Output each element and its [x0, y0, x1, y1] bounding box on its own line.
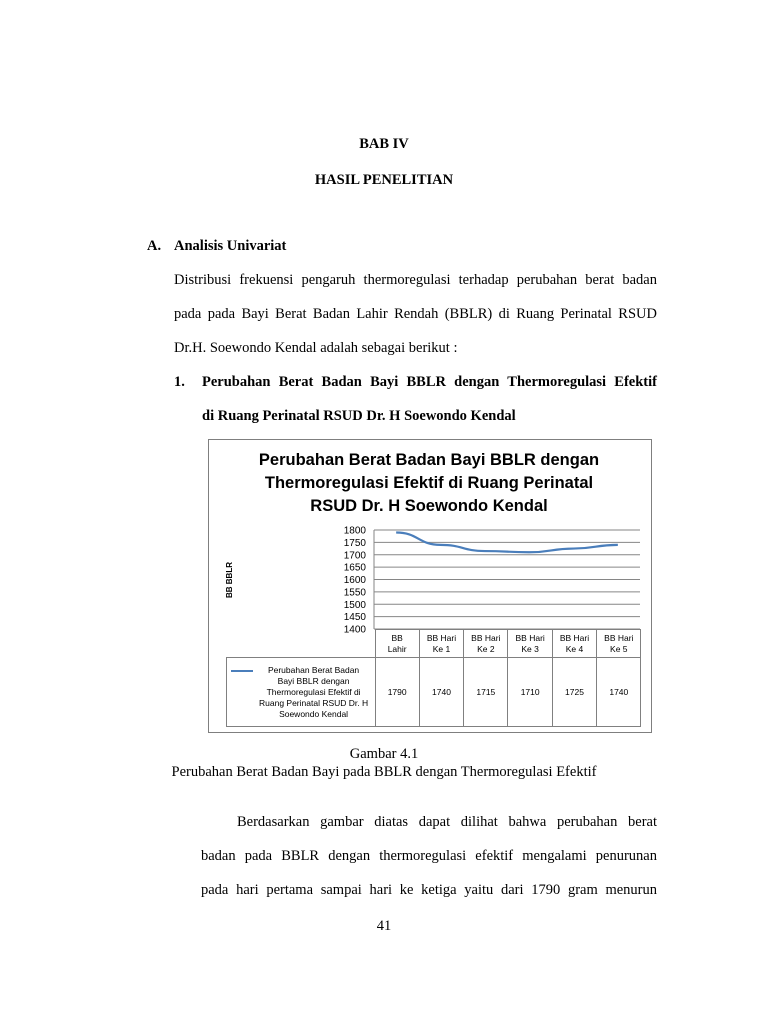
legend-label [259, 665, 368, 720]
x-tick-label-line: Ke 5 [610, 643, 628, 654]
item-line-1: Perubahan Berat Badan Bayi BBLR dengan Thermoregulasi Efektif [202, 374, 657, 390]
y-tick-label: 1800 [343, 525, 366, 537]
legend-line-swatch [231, 670, 253, 672]
x-tick-label-line: Ke 2 [477, 643, 495, 654]
y-tick-label: 1750 [343, 537, 366, 549]
figure-number: Gambar 4.1 [349, 746, 419, 762]
legend-label-line: Bayi BBLR dengan [277, 675, 350, 686]
data-value-cell: 1710 [508, 658, 552, 727]
intro-line-1: Distribusi frekuensi pengaruh thermoregulasi terhadap perubahan berat badan [174, 272, 657, 288]
chapter-number: BAB IV [359, 136, 409, 152]
y-tick-label: 1650 [343, 562, 366, 574]
legend-label-line: Soewondo Kendal [279, 708, 349, 719]
data-value-cell: 1725 [552, 658, 596, 727]
y-tick-label: 1400 [343, 624, 366, 636]
section-title: Analisis Univariat [174, 238, 287, 254]
x-tick-label-line: Ke 1 [432, 643, 451, 654]
x-tick-label-line: BB Hari [559, 632, 590, 643]
data-value-cell: 1790 [375, 658, 419, 727]
x-tick-label [419, 630, 463, 658]
x-tick-label-line: BB Hari [471, 632, 501, 643]
data-value-cell: 1715 [464, 658, 508, 727]
x-tick-label-line: Ke 4 [565, 643, 584, 654]
x-tick-label [597, 630, 641, 658]
legend-label-line: Perubahan Berat Badan [267, 664, 360, 675]
body-line-1: Berdasarkan gambar diatas dapat dilihat bahwa perubahan berat [237, 814, 657, 830]
item-marker: 1. [174, 374, 185, 390]
intro-line-2: pada pada Bayi Berat Badan Lahir Rendah (BBLR) di Ruang Perinatal RSUD [174, 306, 657, 322]
chart-data-table [226, 629, 641, 727]
x-tick-label [552, 630, 596, 658]
page-number: 41 [376, 918, 392, 934]
y-tick-label: 1450 [343, 612, 366, 624]
body-line-3: pada hari pertama sampai hari ke ketiga yaitu dari 1790 gram menurun [201, 882, 657, 898]
x-tick-label [464, 630, 508, 658]
y-axis-label: BB BBLR [225, 562, 234, 598]
data-value-cell: 1740 [597, 658, 641, 727]
item-line-2: di Ruang Perinatal RSUD Dr. H Soewondo Kendal [202, 408, 516, 424]
y-tick-label: 1550 [343, 587, 366, 599]
x-tick-label-line: BB [391, 632, 403, 643]
chart-title-line-3: RSUD Dr. H Soewondo Kendal [310, 497, 548, 515]
x-tick-label-line: Lahir [387, 643, 407, 654]
y-tick-label: 1600 [343, 575, 366, 586]
legend-cell [227, 658, 376, 727]
figure-caption: Perubahan Berat Badan Bayi pada BBLR dengan Thermoregulasi Efektif [171, 764, 597, 780]
x-tick-label-line: BB Hari [515, 632, 545, 643]
section-marker: A. [147, 238, 162, 254]
y-tick-label: 1700 [343, 550, 366, 562]
x-tick-label-line: Ke 3 [521, 643, 539, 654]
chapter-title: HASIL PENELITIAN [314, 172, 454, 188]
legend-label-line: Thermoregulasi Efektif di [266, 686, 361, 697]
intro-line-3: Dr.H. Soewondo Kendal adalah sebagai berikut : [174, 340, 458, 356]
x-tick-label-line: BB Hari [426, 632, 457, 643]
x-tick-label-line: BB Hari [604, 632, 634, 643]
y-tick-label: 1500 [343, 599, 366, 611]
data-value-cell: 1740 [419, 658, 463, 727]
x-tick-label [508, 630, 552, 658]
body-line-2: badan pada BBLR dengan thermoregulasi efektif mengalami penurunan [201, 848, 657, 864]
x-tick-label [375, 630, 419, 658]
table-corner [227, 630, 376, 658]
legend-label-line: Ruang Perinatal RSUD Dr. H [259, 697, 369, 708]
chart-title-line-1: Perubahan Berat Badan Bayi BBLR dengan [258, 451, 600, 469]
chart-title-line-2: Thermoregulasi Efektif di Ruang Perinatal [264, 474, 594, 492]
